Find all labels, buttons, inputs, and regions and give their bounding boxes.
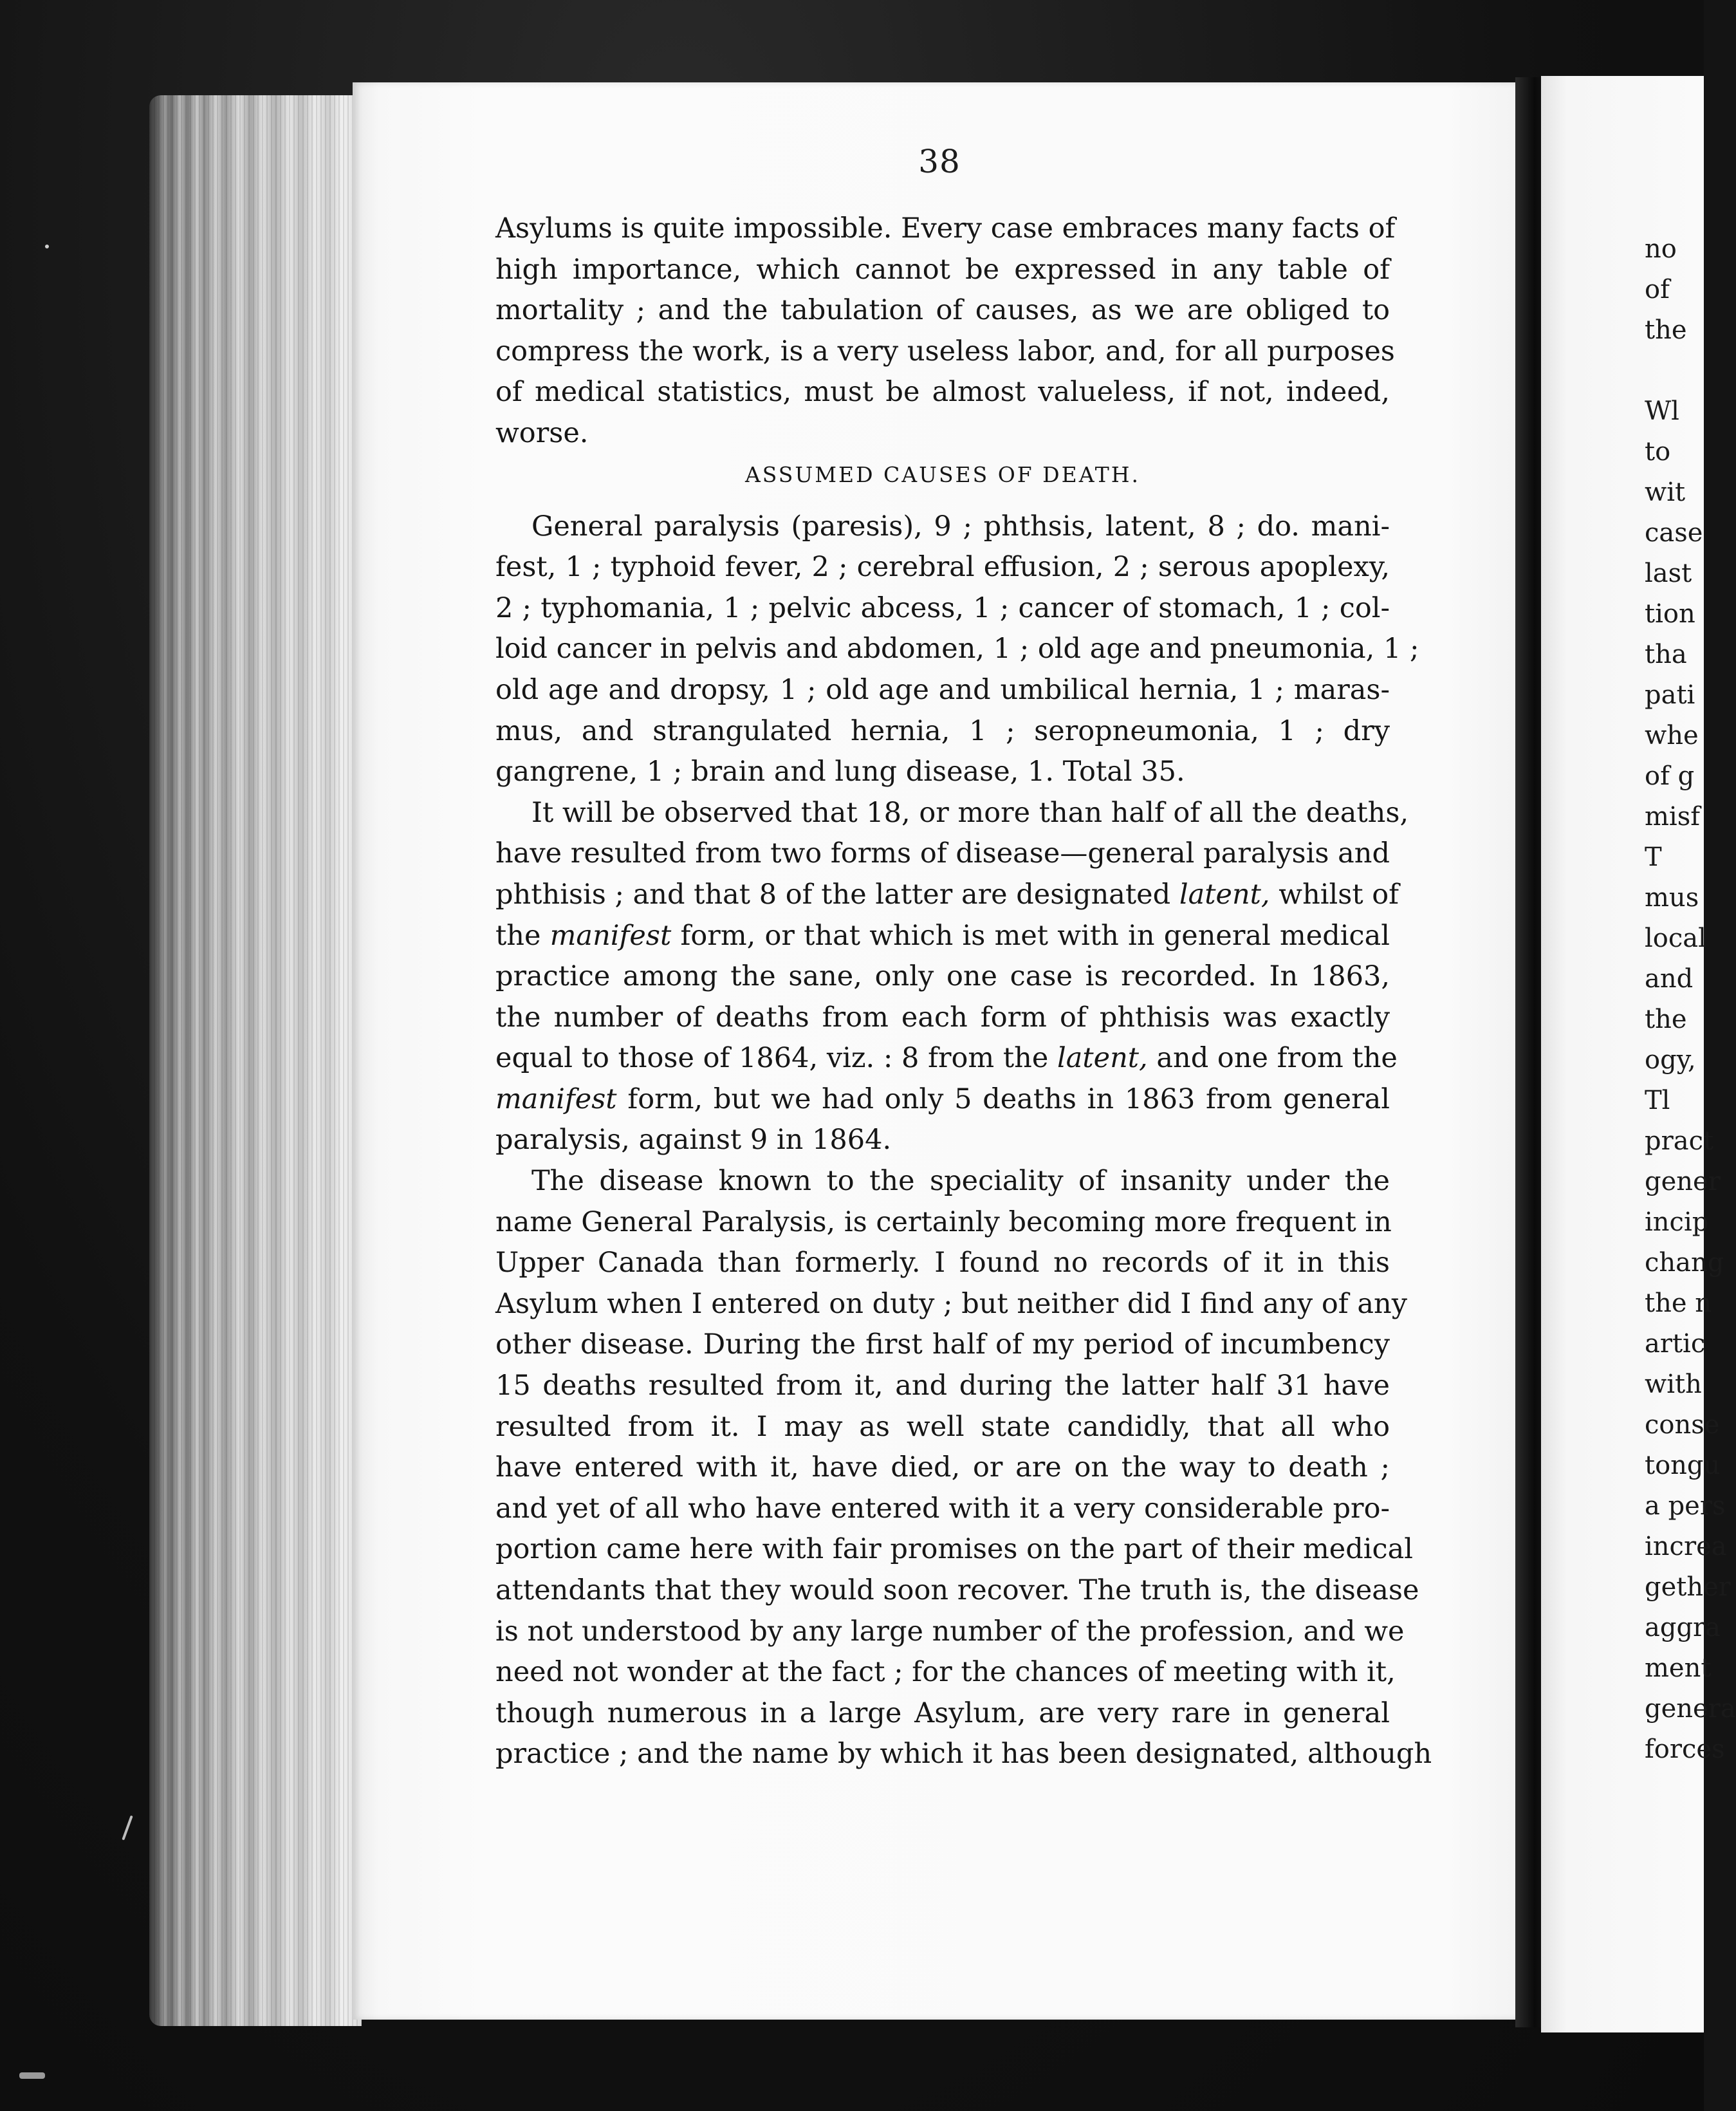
right-page-line: pract xyxy=(1645,1126,1714,1156)
right-page-line: misf xyxy=(1645,802,1701,832)
right-page-line: case xyxy=(1645,518,1703,548)
text-line: resulted from it. I may as well state candidly, that all who xyxy=(495,1410,1390,1443)
page-body xyxy=(495,209,1432,1775)
dust-speck xyxy=(19,2072,45,2079)
text-line: paralysis, against 9 in 1864. xyxy=(495,1124,892,1157)
text-line: compress the work, is a very useless labor, and, for all purposes xyxy=(495,335,1395,367)
text-fragment: form, but we had only 5 deaths in 1863 from general xyxy=(616,1083,1390,1115)
right-page-line: the xyxy=(1645,315,1687,345)
italic-term: latent, xyxy=(1179,878,1270,911)
text-line xyxy=(495,916,1390,957)
text-line: Asylums is quite impossible. Every case embraces many facts of xyxy=(495,212,1396,245)
dust-speck xyxy=(45,245,49,248)
right-page-line: T xyxy=(1645,842,1662,872)
right-page-line: gether xyxy=(1645,1572,1731,1602)
observed-paragraph xyxy=(495,793,1409,1161)
italic-term: latent, xyxy=(1057,1042,1148,1075)
text-line: have resulted from two forms of disease—general paralysis and xyxy=(495,837,1390,870)
right-page-line: conse xyxy=(1645,1410,1720,1440)
text-line: need not wonder at the fact ; for the chances of meeting with it, xyxy=(495,1656,1396,1689)
text-line: mus, and strangulated hernia, 1 ; seropneumonia, 1 ; dry xyxy=(495,714,1390,747)
right-page-line: pati xyxy=(1645,680,1695,710)
right-page-line: local xyxy=(1645,924,1706,953)
right-page-line: tha xyxy=(1645,640,1687,669)
right-page-line: and xyxy=(1645,964,1694,994)
text-fragment: form, or that which is met with in general medical xyxy=(671,919,1390,952)
right-page-line: incip xyxy=(1645,1207,1709,1237)
right-page-line: chang xyxy=(1645,1248,1724,1278)
text-line: old age and dropsy, 1 ; old age and umbilical hernia, 1 ; maras- xyxy=(495,673,1390,706)
text-fragment: equal to those of 1864, viz. : 8 from the xyxy=(495,1042,1057,1075)
book-page-edges xyxy=(149,95,362,2026)
text-line: is not understood by any large number of the profession, and we xyxy=(495,1615,1405,1648)
text-fragment: whilst of xyxy=(1270,878,1399,911)
text-fragment: the xyxy=(495,919,550,952)
text-line: attendants that they would soon recover. The truth is, the disease xyxy=(495,1574,1419,1606)
right-page-line: wit xyxy=(1645,478,1686,507)
text-line xyxy=(495,1079,1390,1121)
right-page-line: gener xyxy=(1645,1167,1721,1196)
right-page-line: the xyxy=(1645,1005,1687,1034)
right-page-line: aggra xyxy=(1645,1613,1721,1642)
text-line: mortality ; and the tabulation of causes, as we are obliged to xyxy=(495,294,1390,327)
right-page-line: tion xyxy=(1645,599,1695,629)
right-page-line: of xyxy=(1645,275,1670,304)
text-line: name General Paralysis, is certainly becoming more frequent in xyxy=(495,1205,1392,1238)
text-line: It will be observed that 18, or more than half of all the deaths, xyxy=(531,796,1409,829)
text-line: the number of deaths from each form of phthisis was exactly xyxy=(495,1001,1390,1034)
text-line xyxy=(495,875,1399,916)
italic-term: manifest xyxy=(495,1083,617,1115)
right-page-line: whe xyxy=(1645,721,1699,750)
text-line: though numerous in a large Asylum, are very rare in general xyxy=(495,1697,1390,1729)
right-page-line: genera xyxy=(1645,1694,1736,1724)
intro-paragraph xyxy=(495,209,1396,454)
text-line: fest, 1 ; typhoid fever, 2 ; cerebral effusion, 2 ; serous apoplexy, xyxy=(495,551,1390,584)
italic-term: manifest xyxy=(549,919,672,952)
text-line: gangrene, 1 ; brain and lung disease, 1. Total 35. xyxy=(495,756,1185,788)
right-page-line: of g xyxy=(1645,761,1695,791)
text-line: portion came here with fair promises on the part of their medical xyxy=(495,1533,1413,1566)
page-number: 38 xyxy=(918,143,961,180)
right-page-line: ment xyxy=(1645,1653,1712,1683)
right-page-line: mus xyxy=(1645,883,1699,913)
right-page-line: increa xyxy=(1645,1532,1727,1561)
right-page-line: the n xyxy=(1645,1288,1712,1318)
right-page-line xyxy=(1645,351,1704,391)
right-page-line: with xyxy=(1645,1370,1702,1399)
text-line: practice ; and the name by which it has been designated, although xyxy=(495,1738,1432,1771)
text-line: General paralysis (paresis), 9 ; phthsis, latent, 8 ; do. mani- xyxy=(531,510,1390,543)
text-line: high importance, which cannot be expressed in any table of xyxy=(495,253,1390,286)
text-line: of medical statistics, must be almost valueless, if not, indeed, xyxy=(495,376,1390,409)
right-page-line: Tl xyxy=(1645,1086,1670,1115)
text-fragment: phthisis ; and that 8 of the latter are designated xyxy=(495,878,1179,911)
section-heading: ASSUMED CAUSES OF DEATH. xyxy=(744,461,1141,487)
right-page-line: no xyxy=(1645,234,1677,264)
text-line: worse. xyxy=(495,416,589,449)
right-page-text xyxy=(1645,229,1736,1770)
text-line: practice among the sane, only one case is recorded. In 1863, xyxy=(495,960,1390,993)
text-line: Upper Canada than formerly. I found no records of it in this xyxy=(495,1247,1390,1279)
right-page-line: tongu xyxy=(1645,1451,1721,1480)
text-line: Asylum when I entered on duty ; but neither did I find any of any xyxy=(495,1287,1407,1320)
causes-paragraph-cont xyxy=(495,547,1419,793)
causes-paragraph xyxy=(495,507,1390,548)
right-page-line: last xyxy=(1645,559,1692,588)
text-line: The disease known to the speciality of insanity under the xyxy=(531,1165,1390,1198)
text-line: other disease. During the first half of my period of incumbency xyxy=(495,1328,1390,1361)
right-page-line: forces xyxy=(1645,1734,1725,1764)
text-line: 15 deaths resulted from it, and during the latter half 31 have xyxy=(495,1370,1390,1402)
right-page-line: artic xyxy=(1645,1329,1706,1359)
text-line xyxy=(495,1038,1398,1079)
right-page-line: ogy, xyxy=(1645,1045,1696,1075)
text-fragment: and one from the xyxy=(1147,1042,1398,1075)
disease-paragraph xyxy=(495,1161,1432,1775)
right-page-line: Wl xyxy=(1645,396,1679,426)
text-line: have entered with it, have died, or are on the way to death ; xyxy=(495,1451,1390,1484)
text-line: loid cancer in pelvis and abdomen, 1 ; old age and pneumonia, 1 ; xyxy=(495,633,1419,665)
right-page-line: a pers xyxy=(1645,1491,1726,1521)
text-line: 2 ; typhomania, 1 ; pelvic abcess, 1 ; cancer of stomach, 1 ; col- xyxy=(495,591,1390,624)
text-line: and yet of all who have entered with it a very considerable pro- xyxy=(495,1492,1390,1525)
right-page-line: to xyxy=(1645,437,1671,467)
